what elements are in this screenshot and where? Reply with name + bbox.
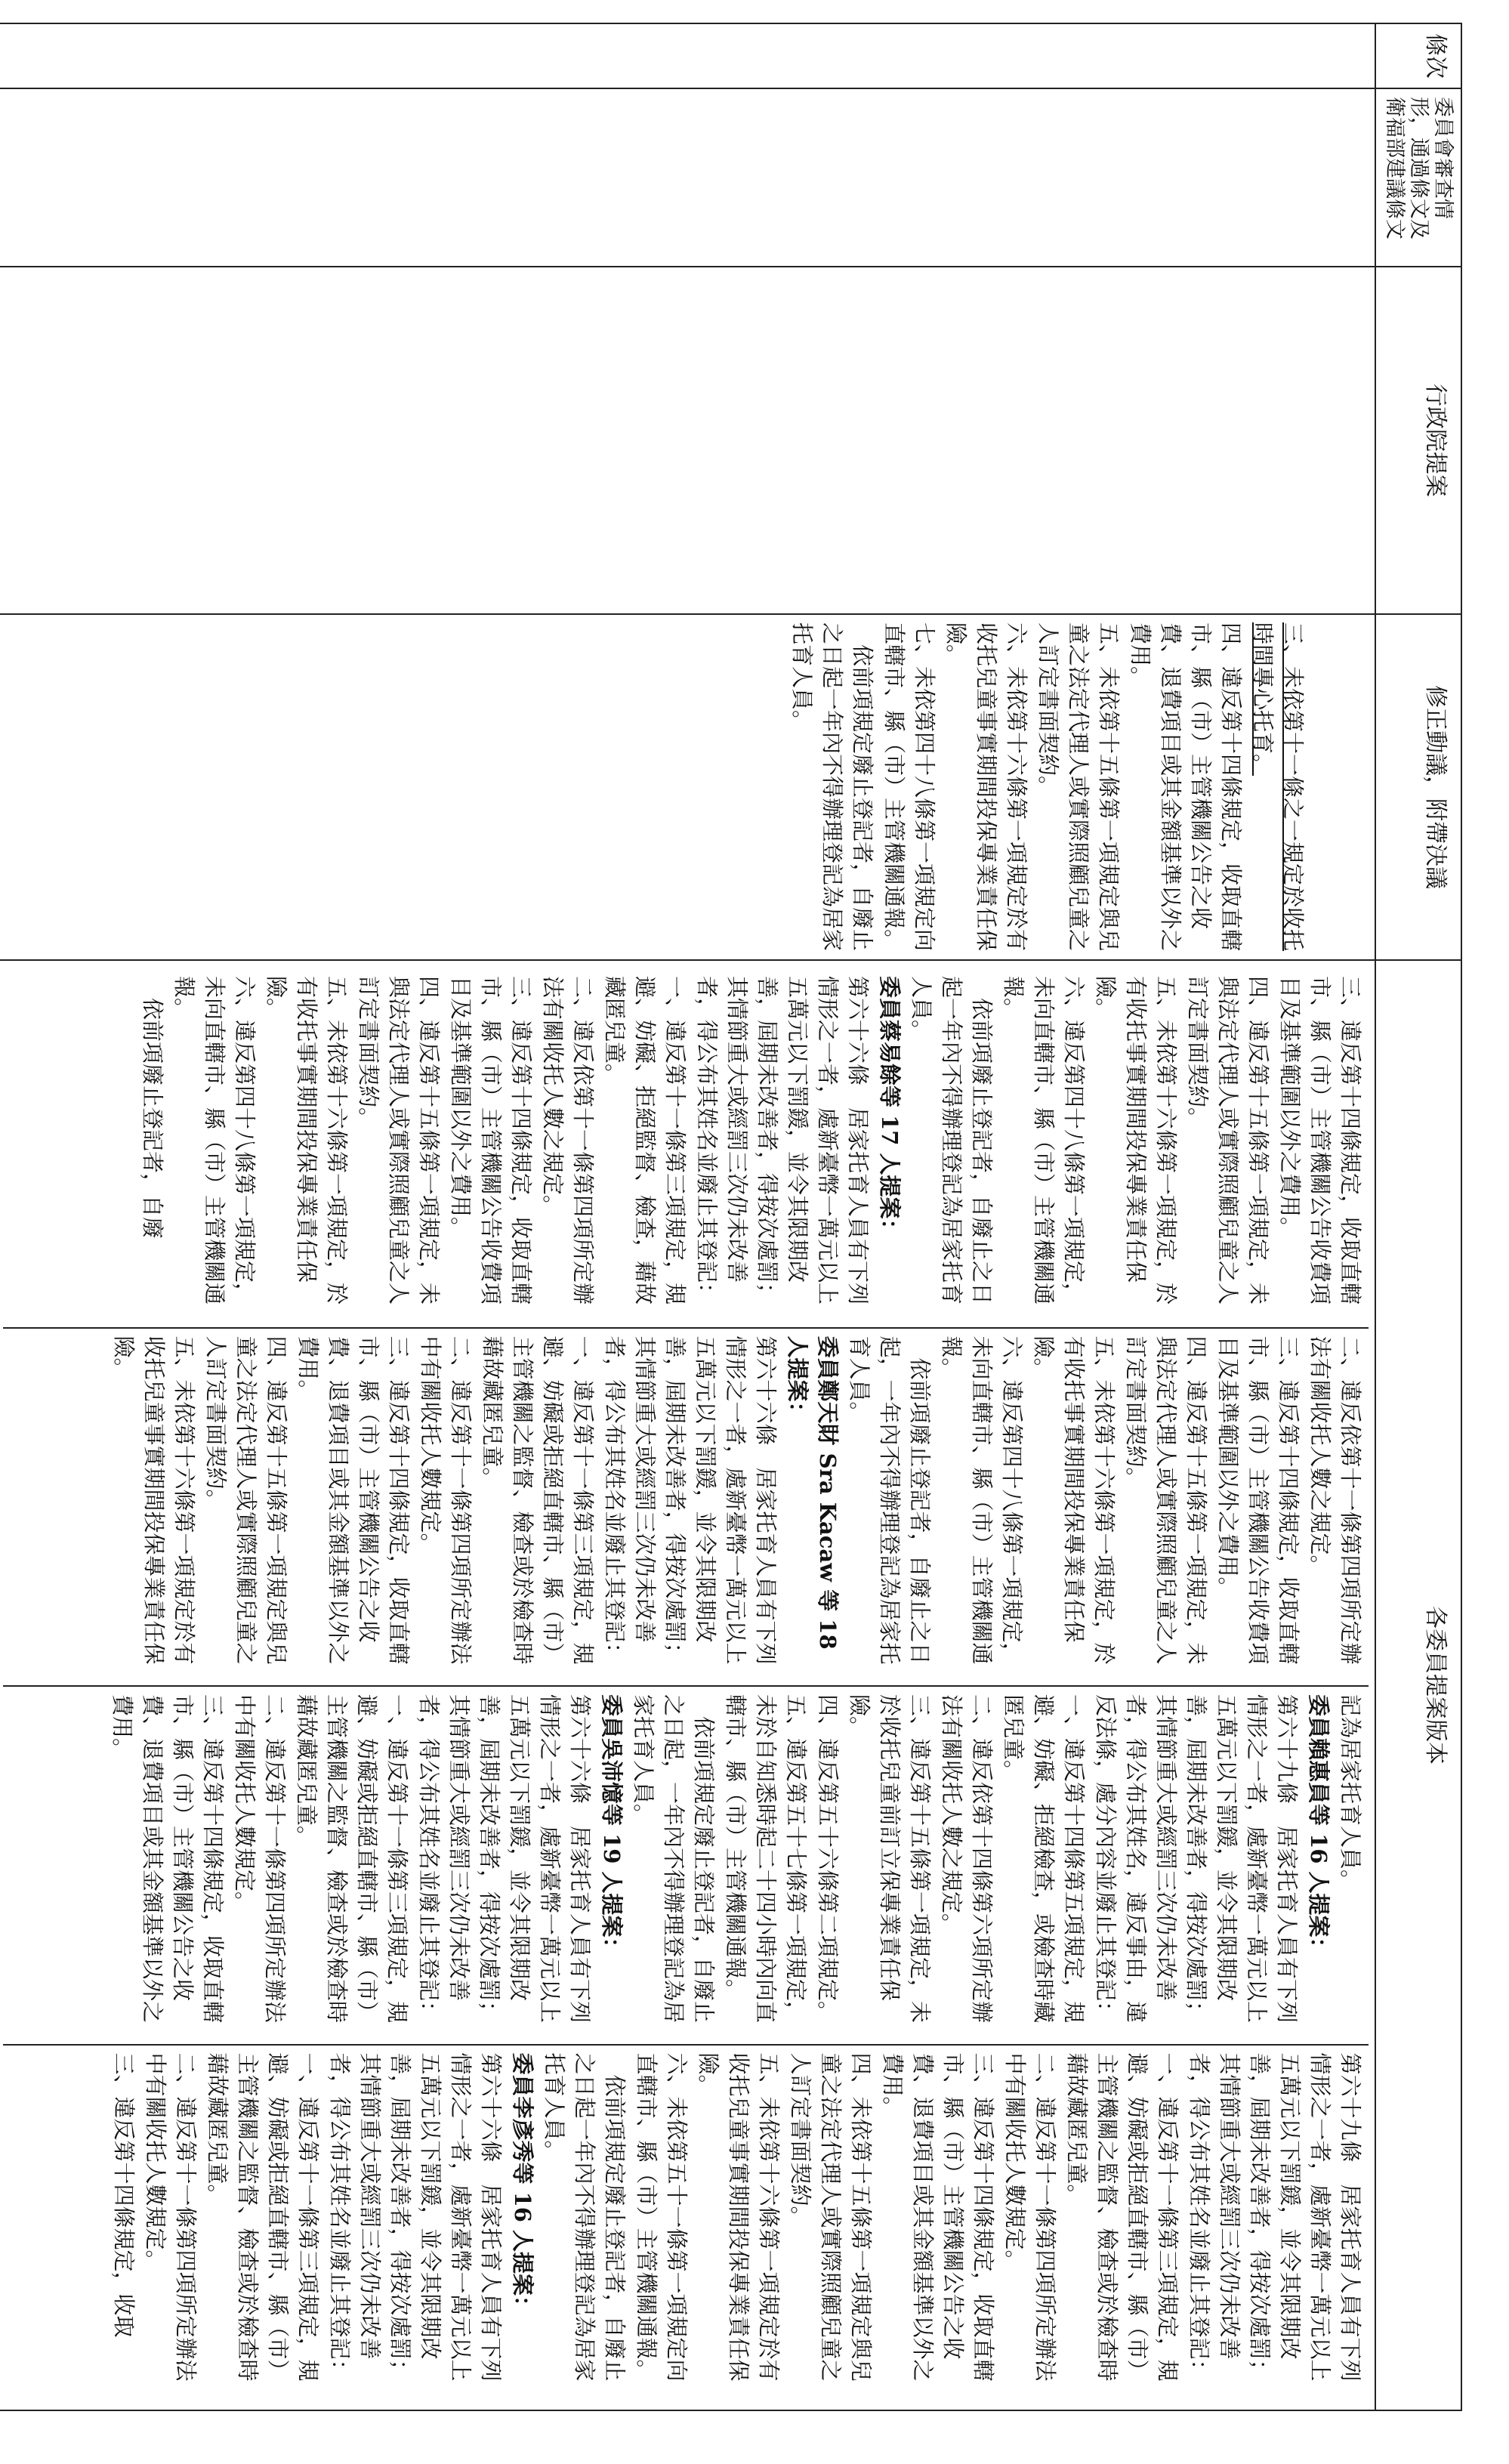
- provision-item: 第六十九條 居家托育人員有下列情形之一者，處新臺幣一萬元以上五萬元以下罰鍰，並令其限期改善，屆期未改善者，得按次處罰；其情節重大或經罰三次仍未改善者，得公布其姓名，違反事由，違反法條，處分內容並廢止其登記：: [1093, 1694, 1300, 2024]
- provision-item: 二、違反第十一條第四項所定辦法中有關收托人數規定。: [418, 1335, 474, 1665]
- provision-item: 二、違反依第十四條第六項所定辦法有關收托人數之規定。: [939, 1694, 995, 2024]
- provision-item: 五、未依第十五條第一項規定與兒童之法定代理人或實際照顧兒童之人訂定書面契約。: [1035, 622, 1122, 952]
- header-committee: 委員會審查情形，通過條文及衛福部建議條文: [1375, 88, 1461, 267]
- proposer-heading: 委員蔡易餘等 17 人提案：: [877, 976, 903, 1241]
- provision-item: 第六十六條 居家托育人員有下列情形之一者，處新臺幣一萬元以上五萬元以下罰鍰，並令其限期改善，屆期未改善者，得按次處罰；其情節重大或經罰三次仍未改善者，得公布其姓名並廢止其登記：: [602, 1335, 779, 1665]
- provision-item: 六、未依第十六條第一項規定於有收托兒童事實期間投保專業責任保險。: [943, 622, 1029, 952]
- provision-item: 四、違反第十五條第一項規定，未與法定代理人或實際照顧兒童之人訂定書面契約。: [1123, 1335, 1209, 1665]
- member-column-3: [3, 1685, 1369, 2044]
- provision-item: 三、違反第十四條規定，收取直轄市、縣（市）主管機關公告之收費、退費項目或其金額基準以外之費用。: [880, 2052, 996, 2382]
- provision-item: 依前項規定廢止登記者，自廢止之日起一年內不得辦理登記為居家托育人員。: [542, 2052, 628, 2382]
- provision-item: 七、未依第四十八條第一項規定向直轄市、縣（市）主管機關通報。: [881, 622, 937, 952]
- header-article: 條次: [1375, 23, 1461, 88]
- provision-item: 二、違反第十一條第四項所定辦法中有關收托人數規定。: [232, 1694, 288, 2024]
- comparison-table: [0, 23, 1462, 2411]
- provision-item: 四、違反第五十六條第二項規定。: [815, 1694, 841, 2024]
- provision-item: 三、違反第十四條規定，收取直轄市、縣（市）主管機關公告之收費、退費項目或其金額基準以外之費用。: [295, 1335, 412, 1665]
- provision-item: 三、違反第十五條第一項規定，未於收托兒童前訂立保專業責任保險。: [847, 1694, 933, 2024]
- proposer-heading: 委員李彥秀等 16 人提案：: [510, 2052, 535, 2318]
- cell-exec-proposal: [0, 267, 1375, 614]
- proposer-heading: 委員吳沛憶等 19 人提案：: [599, 1694, 625, 1959]
- provision-item: 依前項廢止登記者，自廢止之日起一年內不得辦理登記為居家托育人員。: [909, 976, 995, 1305]
- provision-item: 四、違反第十四條規定，收取直轄市、縣（市）主管機關公告之收費、退費項目或其金額基準以外之費用。: [1128, 622, 1244, 952]
- member-proposal-columns: [3, 968, 1369, 2402]
- provision-item: 第六十六條 居家托育人員有下列情形之一者，處新臺幣一萬元以上五萬元以下罰鍰，並令其限期改善，屆期未改善者，得按次處罰；其情節重大或經罰三次仍未改善者，得公布其姓名並廢止其登記：: [694, 976, 871, 1305]
- provision-item: 一、違反第十一條第三項規定，規避、妨礙或拒絕直轄市、縣（市）主管機關之監督、檢查或於檢查時藉故藏匿兒童。: [1064, 2052, 1180, 2382]
- provision-item: 三、違反第十四條規定，收取直轄市、縣（市）主管機關公告之收費、退費項目或其金額基準以外之費用。: [110, 1694, 226, 2024]
- provision-item: 二、違反第十一條第四項所定辦法中有關收托人數規定。: [143, 2052, 199, 2382]
- provision-item: 三、違反第十四條規定，收取直轄市、縣（市）主管機關公告收費項目及基準範圍以外之費用。: [1215, 1335, 1301, 1665]
- proposer-heading: 委員鄭天財 Sra Kacaw 等 18 人提案：: [785, 1335, 841, 1657]
- provision-item: 四、違反第十五條第一項規定與兒童之法定代理人或實際照顧兒童之人訂定書面契約。: [203, 1335, 289, 1665]
- provision-item: 五、違反第五十七條第一項規定，未於自知悉時起二十四小時內向直轄市、縣（市）主管機關通報。: [723, 1694, 809, 2024]
- header-exec-proposal: 行政院提案: [1375, 267, 1461, 614]
- provision-item: 一、違反第十一條第三項規定，規避、妨礙或拒絕直轄市、縣（市）主管機關之監督、檢查或於檢查時藉故藏匿兒童。: [294, 1694, 410, 2024]
- cell-committee: [0, 88, 1375, 267]
- header-member-proposals: 各委員提案版本: [1375, 960, 1461, 2410]
- provision-item: 六、違反第四十八條第一項規定，未向直轄市、縣（市）主管機關通報。: [1001, 976, 1087, 1305]
- provision-item: 第六十九條 居家托育人員有下列情形之一者，處新臺幣一萬元以上五萬元以下罰鍰，並令其限期改善，屆期未改善者，得按次處罰；其情節重大或經罰三次仍未改善者，得公布其姓名並廢止其登記：: [1187, 2052, 1363, 2382]
- provision-item: 五、未依第十六條第一項規定，於有收托事實期間投保專業責任保險。: [264, 976, 350, 1305]
- provision-item: 一、違反第十一條第三項規定，規避、妨礙或拒絕直轄市、縣（市）主管機關之監督、檢查或於檢查時藉故藏匿兒童。: [480, 1335, 596, 1665]
- provision-item: 依前項規定廢止登記者，自廢止之日起一年內不得辦理登記為居家托育人員。: [789, 622, 875, 952]
- provision-item: 六、違反第四十八條第一項規定，未向直轄市、縣（市）主管機關通報。: [171, 976, 258, 1305]
- provision-item: 二、違反依第十一條第四項所定辦法有關收托人數之規定。: [1307, 1335, 1363, 1665]
- provision-item: 二、違反第十一條第四項所定辦法中有關收托人數規定。: [1002, 2052, 1058, 2382]
- provision-item: 一、違反第十一條第三項規定，規避、妨礙、拒絕監督、檢查，藉故藏匿兒童。: [602, 976, 688, 1305]
- body-row: [0, 23, 1375, 2410]
- amendment-list: [787, 622, 1308, 952]
- provision-item: 第六十六條 居家托育人員有下列情形之一者，處新臺幣一萬元以上五萬元以下罰鍰，並令其限期改善，屆期未改善者，得按次處罰；其情節重大或經罰三次仍未改善者，得公布其姓名並廢止其登記：: [327, 2052, 504, 2382]
- provision-item: 四、未依第十五條第一項規定與兒童之法定代理人或實際照顧兒童之人訂定書面契約。: [788, 2052, 874, 2382]
- provision-item: 六、未依第五十一條第一項規定向直轄市、縣（市）主管機關通報。: [634, 2052, 690, 2382]
- provision-item: 第六十六條 居家托育人員有下列情形之一者，處新臺幣一萬元以上五萬元以下罰鍰，並令其限期改善，屆期未改善者，得按次處罰；其情節重大或經罰三次仍未改善者，得公布其姓名並廢止其登記：: [416, 1694, 593, 2024]
- provision-item: 一、違反第十四條第五項規定，規避、妨礙、拒絕檢查，或檢查時藏匿兒童。: [1001, 1694, 1087, 2024]
- provision-item: 三、未依第十一條之一規定於收托時間專心托育。: [1250, 622, 1306, 952]
- provision-item: 一、違反第十一條第三項規定，規避、妨礙或拒絕直轄市、縣（市）主管機關之監督、檢查或於檢查時藉故藏匿兒童。: [205, 2052, 321, 2382]
- cell-article: [0, 23, 1375, 88]
- member-column-1: [3, 968, 1369, 1327]
- provision-item: 二、違反依第十一條第四項所定辦法有關收托人數之規定。: [540, 976, 596, 1305]
- provision-item: 六、違反第四十八條第一項規定，未向直轄市、縣（市）主管機關通報。: [939, 1335, 1025, 1665]
- member-column-2: [3, 1327, 1369, 1686]
- header-amendment: 修正動議，附帶決議: [1375, 614, 1461, 960]
- provision-item: 五、未依第十六條第一項規定於有收托兒童事實期間投保專業責任保險。: [696, 2052, 782, 2382]
- provision-item: 五、未依第十六條第一項規定於有收托兒童事實期間投保專業責任保險。: [111, 1335, 197, 1665]
- provision-item: 依前項廢止登記者，自廢止之日起，一年內不得辦理登記為居家托育人員。: [847, 1335, 933, 1665]
- provision-item: 依前項規定廢止登記者，自廢止之日起，一年內不得辦理登記為居家托育人員。: [631, 1694, 717, 2024]
- provision-item: 四、違反第十五條第一項規定，未與法定代理人或實際照顧兒童之人訂定書面契約。: [356, 976, 442, 1305]
- cell-amendment: [0, 614, 1375, 960]
- provision-item: 記為居家托育人員。: [1338, 1694, 1363, 1892]
- member-column-4: [3, 2044, 1369, 2403]
- header-row: [1375, 23, 1461, 2410]
- proposer-heading: 委員賴惠員等 16 人提案：: [1306, 1694, 1332, 1959]
- provision-item: 三、違反第十四條規定，收取直轄市、縣（市）主管機關公告收費項目及基準範圍以外之費用。: [448, 976, 534, 1305]
- provision-item: 三、違反第十四條規定，收取直轄市、縣（市）主管機關公告收費項目及基準範圍以外之費用。: [1277, 976, 1363, 1305]
- provision-item: 五、未依第十六條第一項規定，於有收托事實期間投保專業責任保險。: [1031, 1335, 1117, 1665]
- cell-member-proposals: [0, 960, 1375, 2410]
- provision-item: 四、違反第十五條第一項規定，未與法定代理人或實際照顧兒童之人訂定書面契約。: [1185, 976, 1271, 1305]
- provision-item: 五、未依第十六條第一項規定，於有收托事實期間投保專業責任保險。: [1093, 976, 1179, 1305]
- provision-item: 依前項廢止登記者，自廢: [140, 976, 165, 1240]
- provision-item: 三、違反第十四條規定，收取: [111, 2052, 137, 2338]
